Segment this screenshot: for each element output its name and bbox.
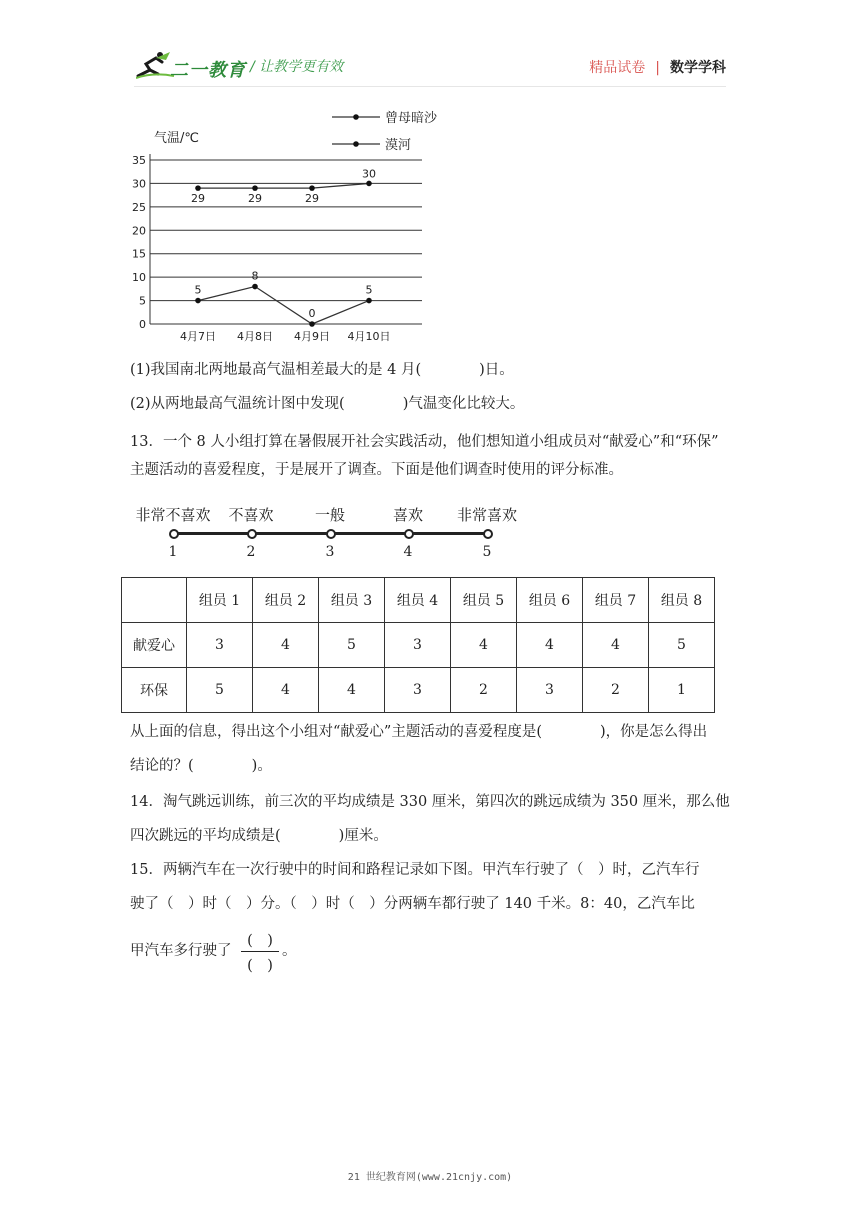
y-tick-label: 0: [139, 318, 146, 331]
data-point: [309, 185, 315, 191]
data-label: 29: [248, 192, 262, 206]
y-tick-label: 30: [132, 177, 146, 191]
table-cell: 4: [253, 668, 319, 713]
x-tick-label: 4月7日: [180, 330, 216, 343]
data-label: 5: [365, 283, 373, 297]
q14-line2-text-a: 四次跳远的平均成绩是(: [130, 828, 281, 844]
header-subject: 数学学科: [670, 60, 726, 76]
y-tick-label: 25: [132, 200, 146, 214]
scale-number: 5: [482, 544, 492, 560]
data-point: [252, 284, 258, 290]
q13-question-2: [130, 756, 272, 776]
q14-line2-text-b: )厘米。: [338, 828, 388, 844]
table-cell: 5: [319, 623, 385, 668]
rating-scale: [130, 504, 530, 564]
x-tick-label: 4月10日: [347, 330, 391, 343]
header-tag: 精品试卷: [589, 60, 646, 76]
fraction-denominator-blank[interactable]: ( ): [247, 958, 273, 974]
data-label: 5: [194, 283, 202, 297]
q15-line3-end: 。: [282, 943, 297, 959]
row-label: 献爱心: [122, 623, 187, 668]
scale-number: 2: [246, 544, 256, 560]
table-cell: 4: [517, 623, 583, 668]
y-tick-label: 10: [132, 271, 146, 285]
table-cell: 4: [319, 668, 385, 713]
data-point: [195, 185, 201, 191]
table-row: [122, 623, 715, 668]
data-label: 0: [308, 307, 316, 320]
table-header: 组员 3: [319, 578, 385, 623]
series-line: [198, 183, 369, 188]
header-separator: |: [655, 60, 660, 76]
q13-question: [130, 722, 707, 742]
scale-dot: [247, 529, 257, 539]
table-cell: 3: [385, 623, 451, 668]
brand-name: 二一教育: [170, 60, 246, 81]
score-table: [121, 577, 715, 713]
legend-label: 曾母暗沙: [385, 111, 438, 126]
table-header: 组员 2: [253, 578, 319, 623]
y-tick-label: 15: [132, 247, 146, 261]
fraction-numerator-blank[interactable]: ( ): [247, 933, 273, 949]
q15-line2: 驶了（ ）时（ ）分。（ ）时（ ）分两辆车都行驶了 140 千米。8：40，乙汽车比: [130, 896, 695, 912]
scale-number: 1: [168, 544, 178, 560]
table-cell: 1: [649, 668, 715, 713]
table-cell: 2: [451, 668, 517, 713]
table-header: 组员 1: [187, 578, 253, 623]
header-right: [589, 57, 726, 77]
scale-number: 3: [325, 544, 335, 560]
chart-y-axis-label: 气温/℃: [154, 131, 199, 146]
y-tick-label: 35: [132, 154, 146, 167]
table-cell: 5: [187, 668, 253, 713]
table-header-row: [122, 578, 715, 623]
table-header: 组员 5: [451, 578, 517, 623]
q12-part1: [130, 360, 514, 380]
table-cell: 5: [649, 623, 715, 668]
scale-dot: [326, 529, 336, 539]
table-cell: 3: [517, 668, 583, 713]
q12-part2: [130, 394, 524, 414]
q12-part1-text-a: (1)我国南北两地最高气温相差最大的是 4 月(: [130, 362, 422, 378]
data-label: 29: [191, 192, 205, 206]
x-tick-label: 4月8日: [237, 330, 273, 343]
table-corner-cell: [122, 578, 187, 623]
y-tick-label: 20: [132, 224, 146, 238]
q14-line1: 14．淘气跳远训练，前三次的平均成绩是 330 厘米，第四次的跳远成绩为 350 厘米，那么他: [130, 794, 730, 810]
table-cell: 4: [451, 623, 517, 668]
data-label: 29: [305, 192, 319, 206]
q15-line3: 甲汽车多行驶了: [130, 943, 232, 959]
table-cell: 3: [187, 623, 253, 668]
table-cell: 4: [583, 623, 649, 668]
slogan: / 让教学更有效: [250, 59, 344, 75]
q13-question-text-a: 从上面的信息，得出这个小组对“献爱心”主题活动的喜爱程度是(: [130, 724, 542, 740]
q12-part2-text-b: )气温变化比较大。: [402, 396, 525, 412]
y-tick-label: 5: [139, 294, 146, 308]
legend-label: 漠河: [385, 138, 412, 153]
scale-dot: [404, 529, 414, 539]
temperature-line-chart: [120, 100, 450, 350]
x-tick-label: 4月9日: [294, 330, 330, 343]
scale-dot: [483, 529, 493, 539]
data-label: 8: [251, 269, 259, 283]
table-cell: 3: [385, 668, 451, 713]
scale-dot: [169, 529, 179, 539]
header-divider: [134, 86, 726, 87]
q13-line2: 主题活动的喜爱程度，于是展开了调查。下面是他们调查时使用的评分标准。: [130, 462, 623, 478]
q13-question2-text-a: 结论的？(: [130, 758, 194, 774]
legend-marker: [353, 141, 359, 147]
scale-label: 一般: [314, 506, 345, 524]
fraction-bar: [241, 951, 279, 952]
table-header: 组员 8: [649, 578, 715, 623]
series-line: [198, 287, 369, 324]
data-point: [252, 185, 258, 191]
scale-label: 非常喜欢: [456, 506, 517, 524]
q13-question2-text-b: )。: [251, 758, 272, 774]
scale-label: 非常不喜欢: [135, 506, 211, 524]
data-point: [366, 298, 372, 304]
row-label: 环保: [122, 668, 187, 713]
table-cell: 2: [583, 668, 649, 713]
table-header: 组员 7: [583, 578, 649, 623]
q13-question-text-b: )，你是怎么得出: [599, 724, 708, 740]
q12-part2-text-a: (2)从两地最高气温统计图中发现(: [130, 396, 345, 412]
table-header: 组员 6: [517, 578, 583, 623]
scale-number: 4: [403, 544, 413, 560]
q15-line1: 15．两辆汽车在一次行驶中的时间和路程记录如下图。甲汽车行驶了（ ）时，乙汽车行: [130, 862, 700, 878]
table-cell: 4: [253, 623, 319, 668]
q14-line2: [130, 826, 388, 846]
q12-part1-text-b: )日。: [479, 362, 514, 378]
table-row: [122, 668, 715, 713]
data-point: [366, 181, 372, 187]
q13-line1: 13．一个 8 人小组打算在暑假展开社会实践活动，他们想知道小组成员对“献爱心”和“环保”: [130, 434, 719, 450]
page-footer: 21 世纪教育网(www.21cnjy.com): [347, 1172, 513, 1183]
legend-marker: [353, 114, 359, 120]
data-point: [195, 298, 201, 304]
data-label: 30: [362, 167, 376, 181]
data-point: [309, 321, 315, 327]
scale-label: 喜欢: [392, 506, 423, 524]
table-header: 组员 4: [385, 578, 451, 623]
scale-label: 不喜欢: [228, 506, 274, 524]
